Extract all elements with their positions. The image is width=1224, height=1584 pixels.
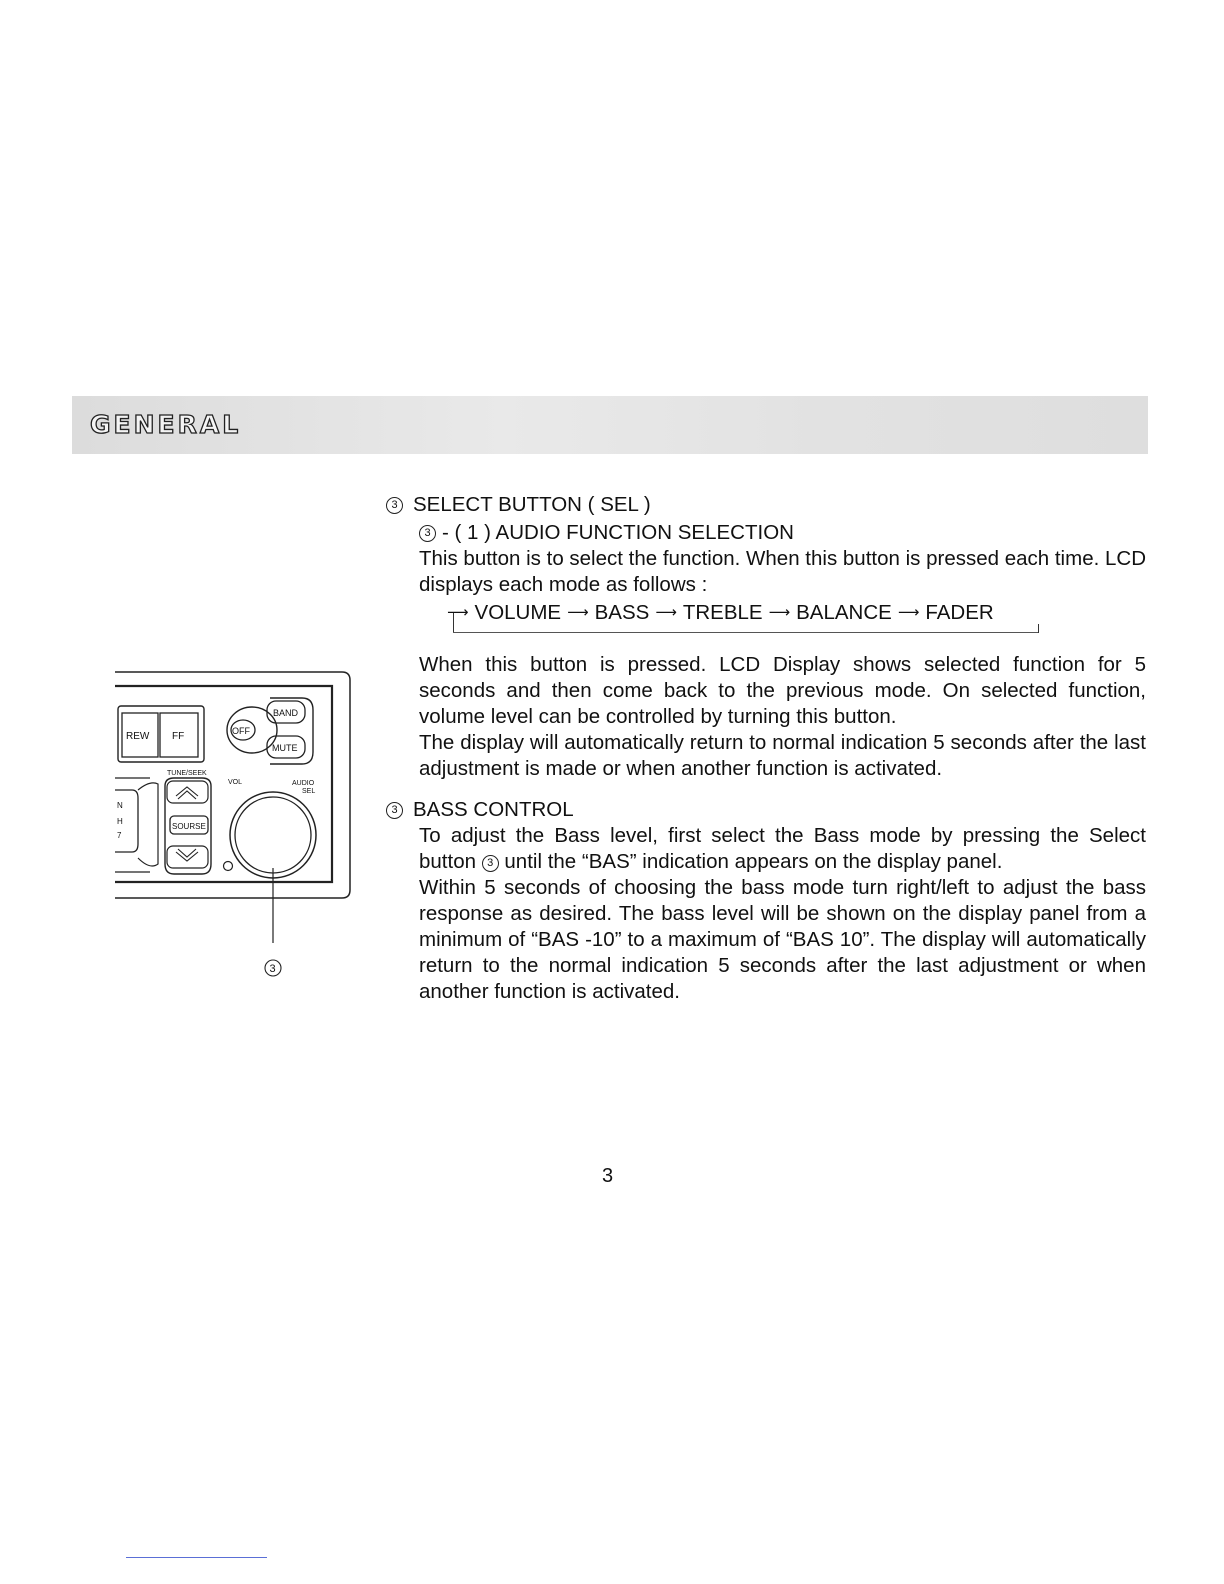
intro-paragraph: This button is to select the function. When this button is pressed each time. LCD displays each mode as follows : [419, 547, 1146, 596]
auto-return-paragraph: The display will automatically return to normal indication 5 seconds after the last adjustment is made or when another function is activated. [419, 731, 1146, 780]
arrow-icon: ⟶ [768, 604, 791, 621]
bass-paragraph-1: To adjust the Bass level, first select the Bass mode by pressing the Select button 3 until the “BAS” indication appears on the display panel. [419, 824, 1146, 873]
mode-treble: TREBLE [682, 601, 763, 624]
select-button-title: SELECT BUTTON ( SEL ) [413, 493, 651, 516]
arrow-icon: ⟶ [447, 604, 469, 621]
page-number: 3 [602, 1165, 614, 1187]
band-label: BAND [273, 708, 299, 718]
mute-label: MUTE [272, 743, 298, 753]
mode-bass: BASS [594, 601, 650, 624]
radio-faceplate-diagram [110, 668, 360, 988]
edge-glyph: N [117, 801, 123, 810]
selection-paragraph: When this button is pressed. LCD Display shows selected function for 5 seconds and then come back to the previous mode. On selected function, volume level can be controlled by turning this button. [419, 653, 1146, 728]
audio-function-title: - ( 1 ) AUDIO FUNCTION SELECTION [442, 521, 794, 544]
callout-marker: 3 [482, 855, 499, 872]
footer-rule [126, 1557, 267, 1558]
bass-control-title: BASS CONTROL [413, 798, 574, 821]
mode-volume: VOLUME [474, 601, 562, 624]
cycle-line [1038, 624, 1039, 633]
sel-label: SEL [302, 788, 316, 795]
edge-glyph: 7 [117, 831, 122, 840]
cycle-line [453, 632, 1038, 633]
mode-cycle-diagram [421, 600, 1146, 640]
audio-label: AUDIO [292, 780, 315, 787]
select-knob[interactable] [235, 797, 311, 873]
arrow-icon: ⟶ [655, 604, 677, 621]
callout-marker: 3 [386, 497, 403, 514]
audio-function-subheading [419, 520, 1146, 546]
section-title: GENERAL [90, 410, 242, 439]
sourse-label: SOURSE [172, 822, 206, 831]
bass-control-heading [386, 797, 1146, 823]
callout-marker: 3 [419, 525, 436, 542]
mode-fader: FADER [925, 601, 994, 624]
ff-label: FF [172, 731, 185, 742]
chevron-up-icon [176, 787, 198, 799]
main-content [386, 492, 1146, 1005]
arrow-icon: ⟶ [897, 604, 920, 621]
off-label: OFF [232, 726, 250, 736]
mode-balance: BALANCE [796, 601, 892, 624]
callout-number: 3 [269, 963, 276, 975]
header-band [72, 396, 1148, 454]
edge-glyph: H [117, 817, 123, 826]
callout-marker: 3 [386, 802, 403, 819]
bass-paragraph-2: Within 5 seconds of choosing the bass mode turn right/left to adjust the bass response as desired. The bass level will be shown on the display panel from a minimum of “BAS -10” to a maximum of “BAS 10”. The display will automatically return to the normal indication 5 seconds after the last adjustment or when another function is activated. [419, 876, 1146, 1003]
vol-label: VOL [228, 779, 243, 786]
rew-label: REW [126, 731, 150, 742]
select-button-heading [386, 492, 1146, 518]
tune-seek-label: TUNE/SEEK [167, 770, 207, 777]
arrow-icon: ⟶ [567, 604, 589, 621]
indicator-dot [224, 862, 233, 871]
chevron-down-icon [176, 849, 198, 861]
